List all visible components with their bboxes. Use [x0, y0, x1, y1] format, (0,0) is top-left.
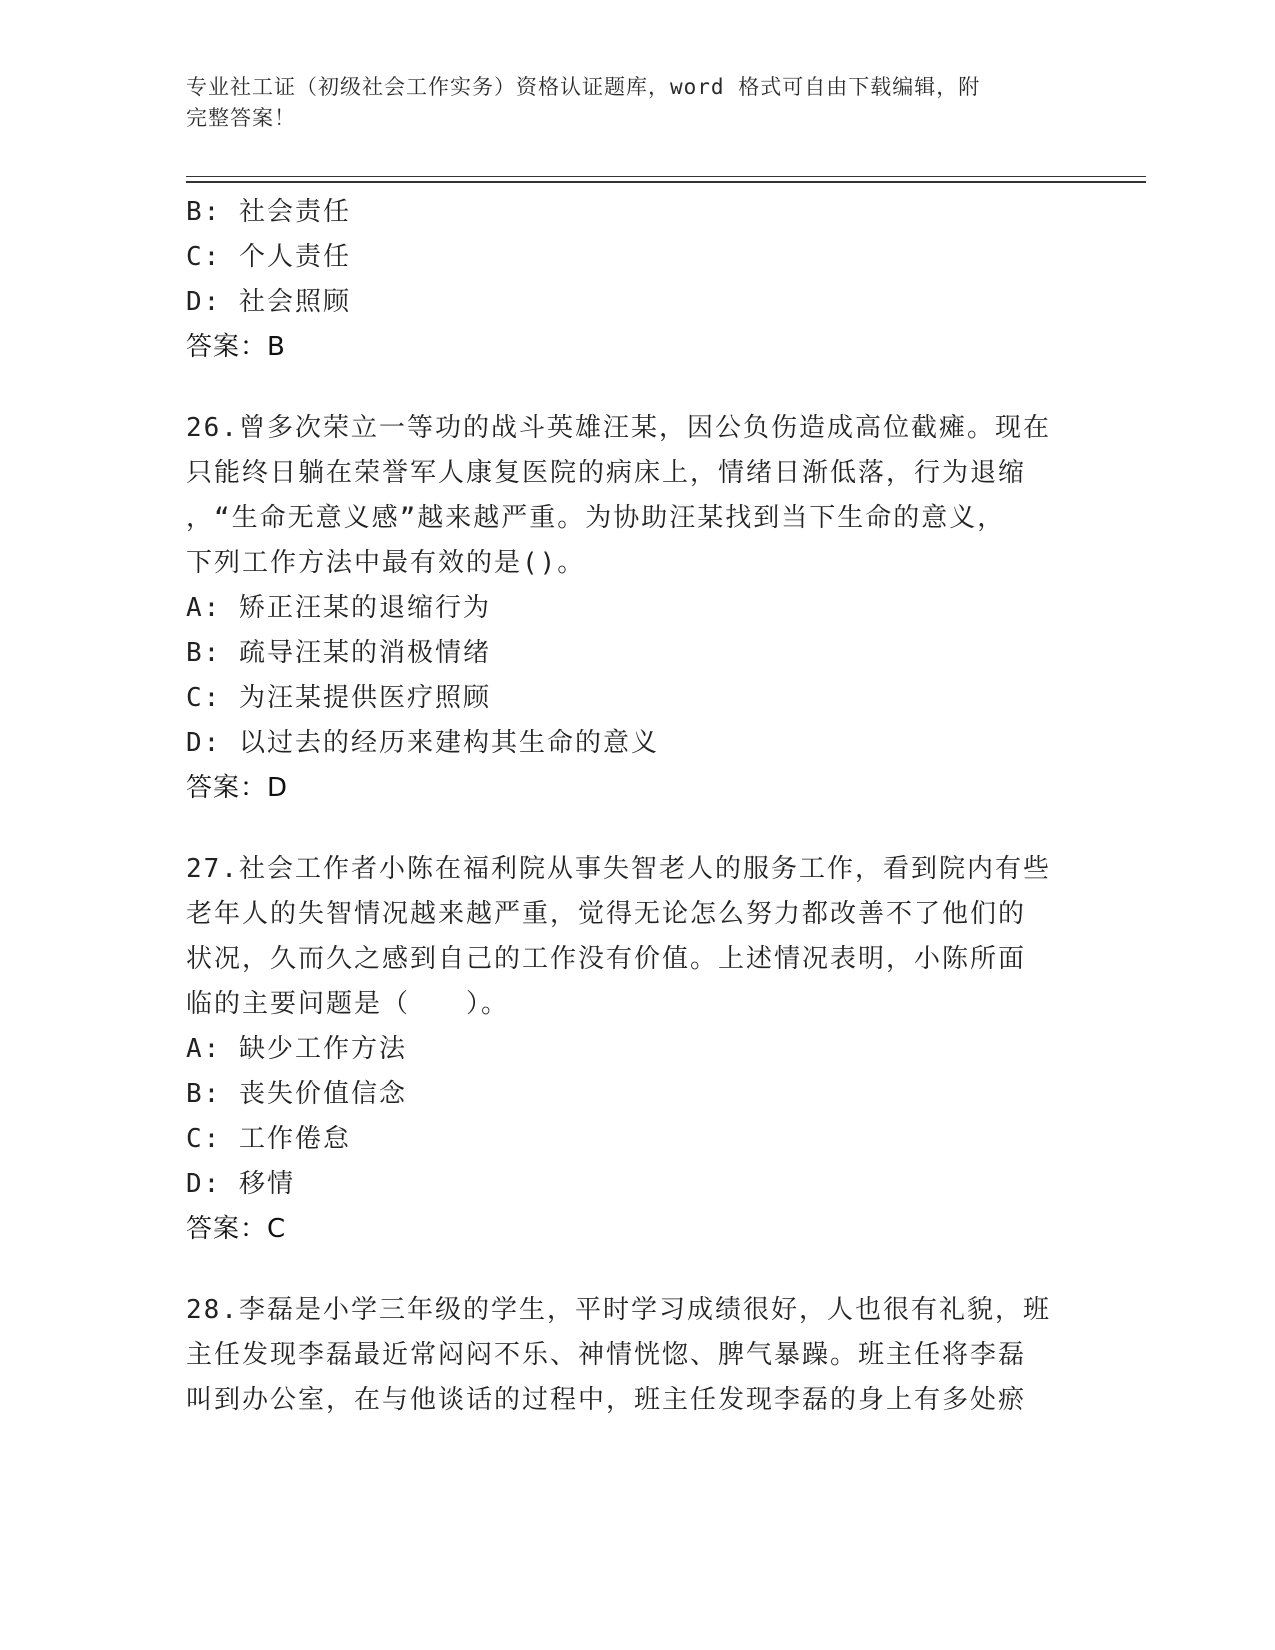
question-stem — [186, 406, 1086, 586]
question-26 — [186, 406, 1086, 811]
option-a: A: 缺少工作方法 — [186, 1034, 407, 1064]
stem-line: 28.李磊是小学三年级的学生，平时学习成绩很好，人也很有礼貌，班 — [186, 1295, 1051, 1325]
stem-line: 临的主要问题是（ ）。 — [186, 989, 510, 1019]
header-line-1: 专业社工证（初级社会工作实务）资格认证题库，word 格式可自由下载编辑，附 — [186, 75, 981, 99]
answer-line: 答案：B — [186, 332, 286, 362]
option-c: C: 为汪某提供医疗照顾 — [186, 683, 491, 713]
stem-line: 下列工作方法中最有效的是()。 — [186, 548, 586, 578]
stem-line: 27.社会工作者小陈在福利院从事失智老人的服务工作，看到院内有些 — [186, 854, 1051, 884]
option-b: B: 社会责任 — [186, 197, 351, 227]
option-b: B: 丧失价值信念 — [186, 1079, 407, 1109]
stem-line: 26.曾多次荣立一等功的战斗英雄汪某，因公负伤造成高位截瘫。现在 — [186, 413, 1051, 443]
question-27 — [186, 847, 1086, 1252]
header-divider-thin — [186, 176, 1146, 177]
question-stem — [186, 1288, 1086, 1423]
question-25-tail — [186, 190, 1086, 370]
option-c: C: 工作倦怠 — [186, 1124, 351, 1154]
header-divider-thick — [186, 181, 1146, 183]
stem-line: 主任发现李磊最近常闷闷不乐、神情恍惚、脾气暴躁。班主任将李磊 — [186, 1340, 1027, 1370]
stem-line: 老年人的失智情况越来越严重，觉得无论怎么努力都改善不了他们的 — [186, 899, 1027, 929]
document-body — [186, 190, 1086, 1423]
answer-line: 答案：C — [186, 1214, 287, 1244]
stem-line: 叫到办公室，在与他谈话的过程中，班主任发现李磊的身上有多处瘀 — [186, 1385, 1027, 1415]
option-c: C: 个人责任 — [186, 242, 351, 272]
question-28 — [186, 1288, 1086, 1423]
option-a: A: 矫正汪某的退缩行为 — [186, 593, 491, 623]
stem-line: 只能终日躺在荣誉军人康复医院的病床上，情绪日渐低落，行为退缩 — [186, 458, 1027, 488]
stem-line: ，“生命无意义感”越来越严重。为协助汪某找到当下生命的意义， — [186, 503, 1006, 533]
stem-line: 状况，久而久之感到自己的工作没有价值。上述情况表明，小陈所面 — [186, 944, 1027, 974]
question-stem — [186, 847, 1086, 1027]
header-line-2: 完整答案！ — [186, 106, 296, 130]
option-b: B: 疏导汪某的消极情绪 — [186, 638, 491, 668]
page-header — [186, 72, 1066, 134]
answer-line: 答案：D — [186, 773, 289, 803]
option-d: D: 以过去的经历来建构其生命的意义 — [186, 728, 659, 758]
option-d: D: 移情 — [186, 1169, 295, 1199]
option-d: D: 社会照顾 — [186, 287, 351, 317]
